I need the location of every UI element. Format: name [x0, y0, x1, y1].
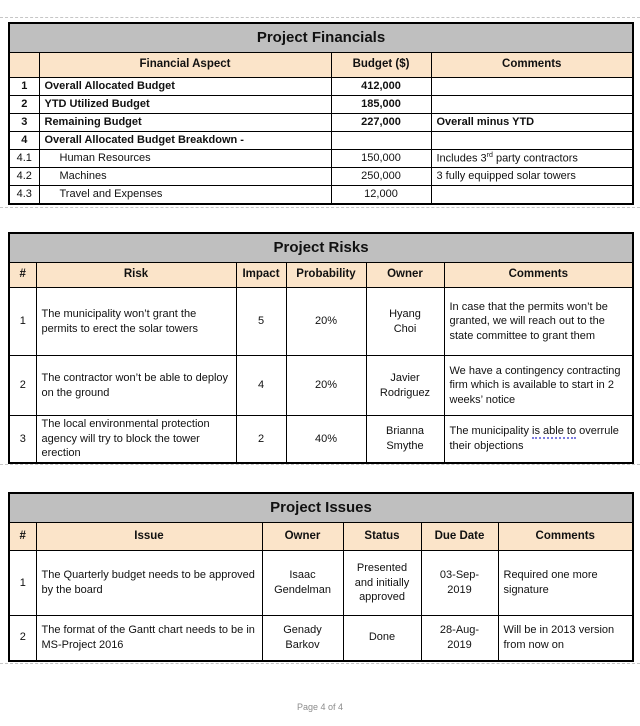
- aspect-cell: Machines: [39, 168, 331, 186]
- table-row: [9, 493, 633, 523]
- row-number: 1: [9, 288, 36, 356]
- comments-cell: Will be in 2013 version from now on: [498, 616, 633, 661]
- comment-text: The municipality: [449, 425, 533, 438]
- row-number: 4: [9, 132, 39, 150]
- table-row: [9, 132, 633, 150]
- comments-cell: Overall minus YTD: [431, 114, 633, 132]
- aspect-cell: YTD Utilized Budget: [39, 96, 331, 114]
- budget-cell: 227,000: [331, 114, 431, 132]
- risk-cell: The municipality won’t grant the permits to erect the solar towers: [36, 288, 236, 356]
- table-row: [9, 551, 633, 616]
- table-row: [9, 233, 633, 263]
- row-number: 1: [9, 551, 36, 616]
- owner-name: Isaac Gendelman: [274, 569, 331, 596]
- table-row: [9, 114, 633, 132]
- aspect-cell: Human Resources: [39, 150, 331, 168]
- owner-name: Hyang Choi: [389, 307, 421, 335]
- column-header-comments: Comments: [431, 53, 633, 78]
- table-row: [9, 288, 633, 356]
- financials-title: Project Financials: [9, 23, 633, 53]
- table-row: [9, 168, 633, 186]
- budget-cell: 250,000: [331, 168, 431, 186]
- column-header-num: #: [9, 523, 36, 551]
- impact-cell: 4: [236, 356, 286, 416]
- table-row: [9, 263, 633, 288]
- comments-cell: [431, 186, 633, 204]
- comments-cell: Required one more signature: [498, 551, 633, 616]
- comments-cell: In case that the permits won’t be granted, we will reach out to the state committee to grant them: [444, 288, 633, 356]
- row-number: 2: [9, 356, 36, 416]
- comments-cell: [431, 132, 633, 150]
- table-row: [9, 53, 633, 78]
- page-footer: Page 4 of 4: [296, 702, 344, 712]
- owner-cell: [366, 288, 444, 356]
- risks-table: [8, 232, 634, 464]
- aspect-cell: Remaining Budget: [39, 114, 331, 132]
- aspect-cell: Overall Allocated Budget: [39, 78, 331, 96]
- status-cell: Done: [343, 616, 421, 661]
- owner-cell: [366, 356, 444, 416]
- owner-name: Genady Barkov: [283, 624, 322, 651]
- column-header-num: [9, 53, 39, 78]
- issue-cell: The format of the Gantt chart needs to be in MS-Project 2016: [36, 616, 262, 661]
- table-row: [9, 23, 633, 53]
- ordinal-superscript: rd: [486, 152, 493, 159]
- comments-cell: [431, 150, 633, 168]
- table-row: [9, 616, 633, 661]
- issues-title: Project Issues: [9, 493, 633, 523]
- column-header-comments: Comments: [498, 523, 633, 551]
- table-row: [9, 416, 633, 463]
- column-header-owner: Owner: [366, 263, 444, 288]
- row-number: 4.2: [9, 168, 39, 186]
- due-date-cell: [421, 551, 498, 616]
- table-row: [9, 523, 633, 551]
- column-header-comments: Comments: [444, 263, 633, 288]
- comment-text: Includes 3: [436, 152, 487, 165]
- probability-cell: 40%: [286, 416, 366, 463]
- due-date-cell: [421, 616, 498, 661]
- owner-cell: [262, 616, 343, 661]
- budget-cell: [331, 132, 431, 150]
- owner-cell: [262, 551, 343, 616]
- budget-cell: 150,000: [331, 150, 431, 168]
- column-header-budget: Budget ($): [331, 53, 431, 78]
- owner-cell: [366, 416, 444, 463]
- table-row: [9, 96, 633, 114]
- table-row: [9, 150, 633, 168]
- column-header-risk: Risk: [36, 263, 236, 288]
- comment-text: party contractors: [492, 152, 578, 165]
- page-boundary-line: [0, 663, 640, 664]
- row-number: 3: [9, 416, 36, 463]
- impact-cell: 2: [236, 416, 286, 463]
- table-row: [9, 186, 633, 204]
- comment-text: overrule their objections: [449, 425, 619, 452]
- budget-cell: 185,000: [331, 96, 431, 114]
- column-header-aspect: Financial Aspect: [39, 53, 331, 78]
- column-header-impact: Impact: [236, 263, 286, 288]
- comments-cell: [444, 416, 633, 463]
- risks-title: Project Risks: [9, 233, 633, 263]
- impact-cell: 5: [236, 288, 286, 356]
- budget-cell: 412,000: [331, 78, 431, 96]
- row-number: 4.3: [9, 186, 39, 204]
- risk-cell: The contractor won’t be able to deploy on the ground: [36, 356, 236, 416]
- owner-name: Javier Rodriguez: [379, 371, 431, 399]
- column-header-probability: Probability: [286, 263, 366, 288]
- due-date: 28-Aug-2019: [439, 624, 480, 651]
- column-header-owner: Owner: [262, 523, 343, 551]
- issue-cell: The Quarterly budget needs to be approved by the board: [36, 551, 262, 616]
- budget-cell: 12,000: [331, 186, 431, 204]
- comments-cell: 3 fully equipped solar towers: [431, 168, 633, 186]
- owner-name: Brianna Smythe: [386, 425, 424, 452]
- column-header-num: #: [9, 263, 36, 288]
- probability-cell: 20%: [286, 356, 366, 416]
- row-number: 2: [9, 96, 39, 114]
- status-cell: Presented and initially approved: [343, 551, 421, 616]
- row-number: 1: [9, 78, 39, 96]
- comments-cell: [431, 78, 633, 96]
- probability-cell: 20%: [286, 288, 366, 356]
- issues-table: [8, 492, 634, 662]
- table-row: [9, 78, 633, 96]
- comments-cell: We have a contingency contracting firm which is available to start in 2 weeks’ notice: [444, 356, 633, 416]
- aspect-cell: Overall Allocated Budget Breakdown -: [39, 132, 331, 150]
- financials-table: [8, 22, 634, 205]
- table-row: [9, 356, 633, 416]
- row-number: 2: [9, 616, 36, 661]
- page-boundary-line: [0, 17, 640, 18]
- column-header-due-date: Due Date: [421, 523, 498, 551]
- column-header-issue: Issue: [36, 523, 262, 551]
- row-number: 3: [9, 114, 39, 132]
- aspect-cell: Travel and Expenses: [39, 186, 331, 204]
- row-number: 4.1: [9, 150, 39, 168]
- risk-cell: The local environmental protection agency will try to block the tower erection: [36, 416, 236, 463]
- page-boundary-line: [0, 464, 640, 465]
- comments-cell: [431, 96, 633, 114]
- column-header-status: Status: [343, 523, 421, 551]
- due-date: 03-Sep-2019: [439, 569, 480, 596]
- grammar-check-underline: is able to: [532, 425, 577, 438]
- page-boundary-line: [0, 207, 640, 208]
